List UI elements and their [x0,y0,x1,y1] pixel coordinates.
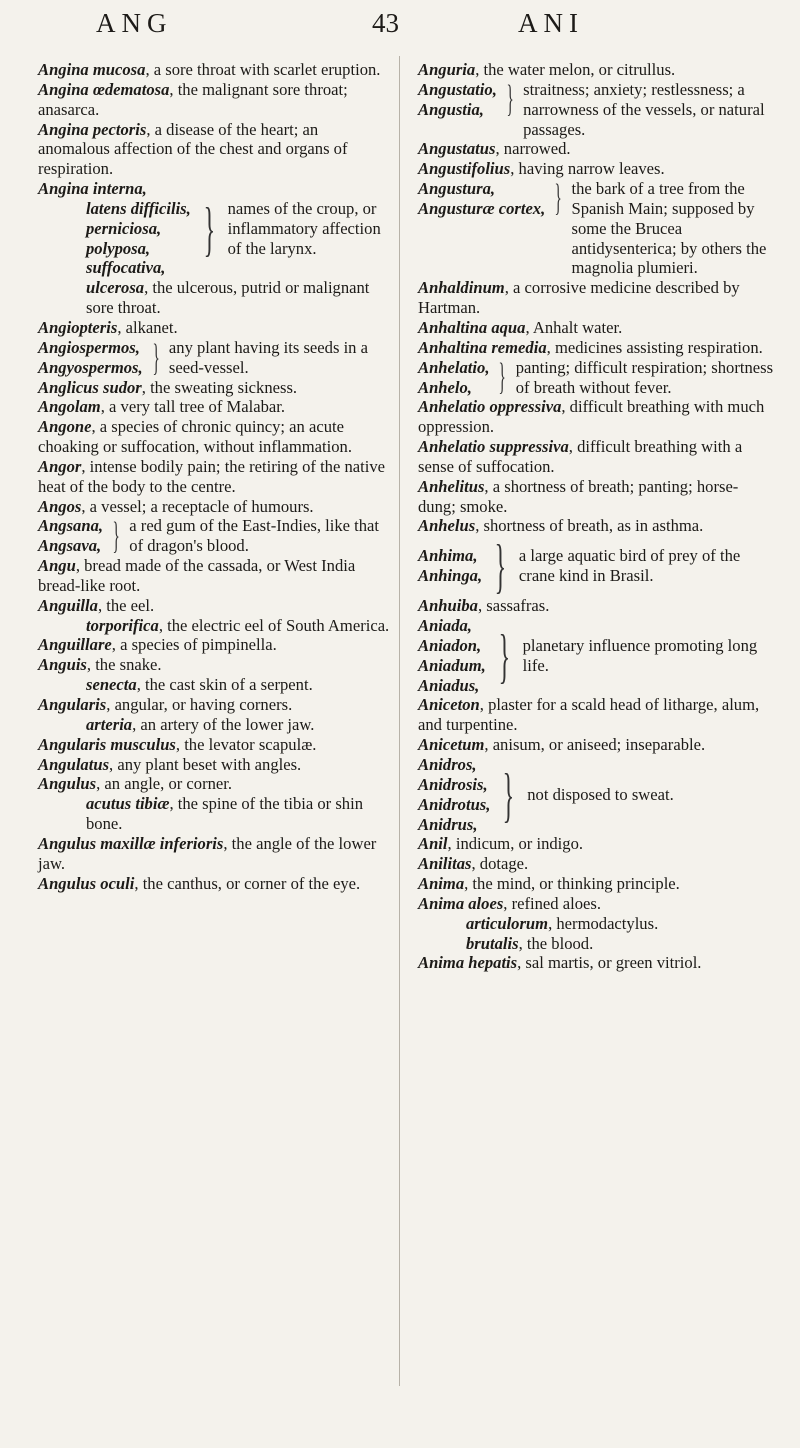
entry-headword: Angiospermos, [38,337,140,357]
bracketed-entry-group [418,533,776,600]
curly-brace: } [152,336,160,379]
bracketed-terms [418,616,486,695]
dictionary-entry [38,80,391,120]
dictionary-entry [38,417,391,457]
bracketed-entry-group [418,77,776,140]
entry-headword: Angularis musculus [38,734,176,754]
bracketed-entry-group [418,755,776,834]
entry-headword: Anilitas [418,854,472,874]
dictionary-entry [38,774,391,794]
dictionary-entry [418,437,776,477]
dictionary-entry [418,834,776,854]
entry-definition: , the cast skin of a serpent. [136,675,313,695]
dictionary-entry [418,338,776,358]
entry-headword: Angor [38,456,82,476]
entry-headword: Angina interna, [38,179,147,199]
dictionary-entry [38,318,391,338]
entry-headword: Angusturæ cortex, [418,198,546,218]
dictionary-entry [38,735,391,755]
right-column [418,60,776,973]
dictionary-entry [38,715,391,735]
entry-headword: Angolam [38,397,101,417]
dictionary-entry [418,139,776,159]
entry-headword: Angulus [38,774,97,794]
entry-definition: , difficult breathing with a sense of suffocation. [418,437,743,476]
bracketed-terms [418,179,545,219]
bracketed-entry-group [38,338,391,378]
entry-headword: Angustia, [418,99,484,119]
entry-definition: , alkanet. [117,317,178,337]
entry-definition: , a very tall tree of Malabar. [100,397,286,417]
entry-headword: Angina œdematosa [38,79,170,99]
entry-headword: Anima aloes [418,893,504,913]
entry-headword: Angustura, [418,179,496,199]
entry-headword: Anidrosis, [418,774,488,794]
entry-definition: , sal martis, or green vitriol. [517,953,702,973]
curly-brace: } [498,622,510,689]
entry-headword: polyposa, [86,238,151,258]
entry-definition: , any plant beset with angles. [109,754,302,774]
dictionary-entry [38,794,391,834]
bracketed-terms [38,516,103,556]
entry-headword: Angulatus [38,754,110,774]
entry-definition: , plaster for a scald head of litharge, alum, and turpentine. [418,695,760,735]
entry-definition: , a sore throat with scarlet eruption. [145,60,381,79]
bracketed-entry-group [418,616,776,695]
entry-definition: , shortness of breath, as in asthma. [475,516,704,536]
entry-headword: Angina pectoris [38,119,147,139]
dictionary-entry [418,516,776,536]
entry-headword: Angustatio, [418,79,497,99]
entry-headword: Anhaldinum [418,278,505,298]
dictionary-entry [418,735,776,755]
dictionary-entry [38,378,391,398]
dictionary-entry [418,159,776,179]
entry-headword: Anhelatio, [418,357,490,377]
entry-definition: , a disease of the heart; an anomalous affection of the chest and organs of respiration. [38,119,348,179]
entry-headword: suffocativa, [86,258,166,278]
entry-definition: a large aquatic bird of prey of the crane kind in Brasil. [518,546,741,586]
entry-definition: , dotage. [471,854,529,874]
entry-headword: Anidrus, [418,814,478,834]
entry-definition: , the blood. [518,933,594,953]
bracketed-terms [418,755,490,834]
curly-brace: } [506,77,514,120]
entry-definition: , sassafras. [477,596,550,616]
entry-headword: arteria [86,714,133,734]
dictionary-entry [38,497,391,517]
curly-brace: } [498,355,507,398]
entry-definition: , an artery of the lower jaw. [132,714,315,734]
entry-headword: Anglicus sudor [38,377,142,397]
dictionary-entry [418,914,776,934]
entry-definition: , refined aloes. [503,893,601,913]
dictionary-entry [418,953,776,973]
header-right-guideword: ANI [518,8,584,38]
entry-definition: , the water melon, or citrullus. [475,60,676,79]
entry-headword: Anhinga, [418,566,483,586]
dictionary-entry [418,934,776,954]
dictionary-entry [418,854,776,874]
entry-headword: Anhelatio suppressiva [418,437,569,457]
dictionary-entry [38,874,391,894]
entry-headword: Anicetum [418,735,485,755]
entry-headword: perniciosa, [86,218,162,238]
entry-definition: , the mind, or thinking principle. [464,874,680,894]
dictionary-entry [38,675,391,695]
entry-definition: planetary influence promoting long life. [522,635,758,675]
entry-definition: , a species of pimpinella. [111,635,277,655]
entry-definition: , bread made of the cassada, or West India bread-like root. [38,556,356,595]
entry-headword: torporifica [86,615,159,635]
curly-brace: } [503,761,515,828]
dictionary-entry [418,874,776,894]
entry-headword: brutalis [466,933,519,953]
dictionary-entry [38,278,391,318]
entry-headword: Angone [38,417,92,437]
entry-definition: , a vessel; a receptacle of humours. [81,496,314,516]
dictionary-entry [38,120,391,180]
bracketed-terms [418,80,497,120]
dictionary-entry [38,755,391,775]
entry-headword: Anhelatio oppressiva [418,397,562,417]
dictionary-entry [418,894,776,914]
entry-headword: Aniadum, [418,655,486,675]
dictionary-entry [38,655,391,675]
dictionary-entry [418,596,776,616]
curly-brace: } [554,177,563,220]
entry-definition: , a shortness of breath; panting; horse-dung; smoke. [418,476,739,516]
entry-definition: , the snake. [86,655,162,675]
dictionary-entry [418,60,776,80]
entry-definition: panting; difficult respiration; shortness of breath without fever. [515,357,774,397]
entry-definition: , the electric eel of South America. [158,615,390,635]
dictionary-entry [38,834,391,874]
dictionary-entry [418,397,776,437]
entry-headword: senecta [86,675,137,695]
entry-headword: Anhima, [418,546,478,566]
entry-headword: ulcerosa [86,278,145,298]
entry-headword: Angustatus [418,139,496,159]
column-divider [399,56,400,1386]
dictionary-entry [418,695,776,735]
entry-headword: Angos [38,496,82,516]
entry-definition: , the eel. [97,595,155,615]
entry-definition: straitness; anxiety; restlessness; a narrowness of the vessels, or natural passages. [523,79,765,139]
entry-headword: Anguis [38,655,87,675]
dictionary-entry [38,616,391,636]
entry-definition: , indicum, or indigo. [447,834,584,854]
entry-definition: , narrowed. [495,139,571,159]
bracketed-entry-group [418,355,776,398]
entry-definition: , the angle of the lower jaw. [38,833,377,873]
bracketed-terms [418,546,482,586]
entry-headword: Anhelitus [418,476,485,496]
entry-definition: , difficult breathing with much oppression. [418,397,765,437]
dictionary-entry [38,695,391,715]
curly-brace: } [203,195,215,262]
dictionary-entry [418,477,776,517]
bracketed-entry-group [38,516,391,556]
dictionary-entry [418,318,776,338]
dictionary-entry [418,278,776,318]
entry-definition: , angular, or having corners. [106,695,293,714]
entry-definition: , the ulcerous, putrid or malignant sore throat. [86,278,370,318]
entry-headword: Angiopteris [38,317,118,337]
entry-headword: Angsana, [38,516,104,536]
entry-headword: Aniadus, [418,675,480,695]
header-left-guideword: ANG [96,8,173,38]
entry-definition: , having narrow leaves. [510,159,665,179]
entry-headword: Anima [418,874,465,894]
entry-headword: Anidros, [418,755,477,774]
bracketed-entry-group [418,179,776,278]
entry-definition: , the sweating sickness. [141,377,298,397]
entry-headword: Angsava, [38,536,102,556]
entry-headword: Angina mucosa [38,60,146,79]
entry-headword: Anil [418,834,448,854]
entry-definition: , the spine of the tibia or shin bone. [86,794,364,834]
entry-definition: , medicines assisting respiration. [546,337,763,357]
bracketed-terms [38,338,143,378]
entry-definition: the bark of a tree from the Spanish Main; supposed by some the Brucea antidysenterica; by others the magnolia plumieri. [571,179,767,278]
entry-definition: , the levator scapulæ. [175,734,317,754]
entry-definition: names of the croup, or inflammatory affection of the larynx. [227,198,381,258]
entry-headword: Aniada, [418,616,472,636]
entry-headword: Angustifolius [418,159,511,179]
entry-headword: Anima hepatis [418,953,518,973]
dictionary-entry [38,596,391,616]
entry-definition: , a corrosive medicine described by Hartman. [418,278,740,318]
entry-definition: , anisum, or aniseed; inseparable. [484,735,706,755]
entry-headword: Anguilla [38,595,98,615]
entry-definition: any plant having its seeds in a seed-vessel. [168,337,368,377]
entry-headword: Aniadon, [418,635,482,655]
entry-headword: Angularis [38,695,107,714]
dictionary-entry [38,60,391,80]
entry-headword: articulorum [466,913,549,933]
dictionary-entry [38,556,391,596]
entry-definition: a red gum of the East-Indies, like that of dragon's blood. [129,516,380,556]
entry-definition: , hermodactylus. [548,913,659,933]
dictionary-entry [38,397,391,417]
entry-headword: Angyospermos, [38,357,143,377]
bracketed-terms [38,179,191,278]
dictionary-entry [38,635,391,655]
entry-definition: , a species of chronic quincy; an acute choaking or suffocation, without inflammation. [38,417,352,457]
entry-headword: Anhaltina aqua [418,317,526,337]
entry-headword: Anhuiba [418,596,478,616]
entry-headword: Anguria [418,60,476,79]
page-number: 43 [372,8,399,38]
entry-definition: , intense bodily pain; the retiring of the native heat of the body to the centre. [38,456,386,496]
entry-headword: Anidrotus, [418,794,491,814]
left-column [38,60,391,893]
entry-definition: not disposed to sweat. [527,784,674,804]
entry-headword: acutus tibiæ [86,794,170,814]
entry-definition: , Anhalt water. [525,317,623,337]
bracketed-terms [418,358,489,398]
dictionary-entry [38,457,391,497]
entry-headword: Angu [38,556,76,576]
entry-headword: Anguillare [38,635,112,655]
curly-brace: } [112,515,120,558]
entry-headword: Anhelus [418,516,476,536]
bracketed-entry-group [38,179,391,278]
entry-headword: latens difficilis, [86,198,191,218]
curly-brace: } [494,533,507,600]
entry-definition: , an angle, or corner. [96,774,233,794]
entry-headword: Aniceton [418,695,480,715]
entry-headword: Anhelo, [418,377,472,397]
entry-headword: Anhaltina remedia [418,337,547,357]
running-header [0,8,800,40]
entry-definition: , the malignant sore throat; anasarca. [38,79,348,119]
entry-definition: , the canthus, or corner of the eye. [134,873,361,893]
entry-headword: Angulus oculi [38,873,135,893]
entry-headword: Angulus maxillæ inferioris [38,833,224,853]
